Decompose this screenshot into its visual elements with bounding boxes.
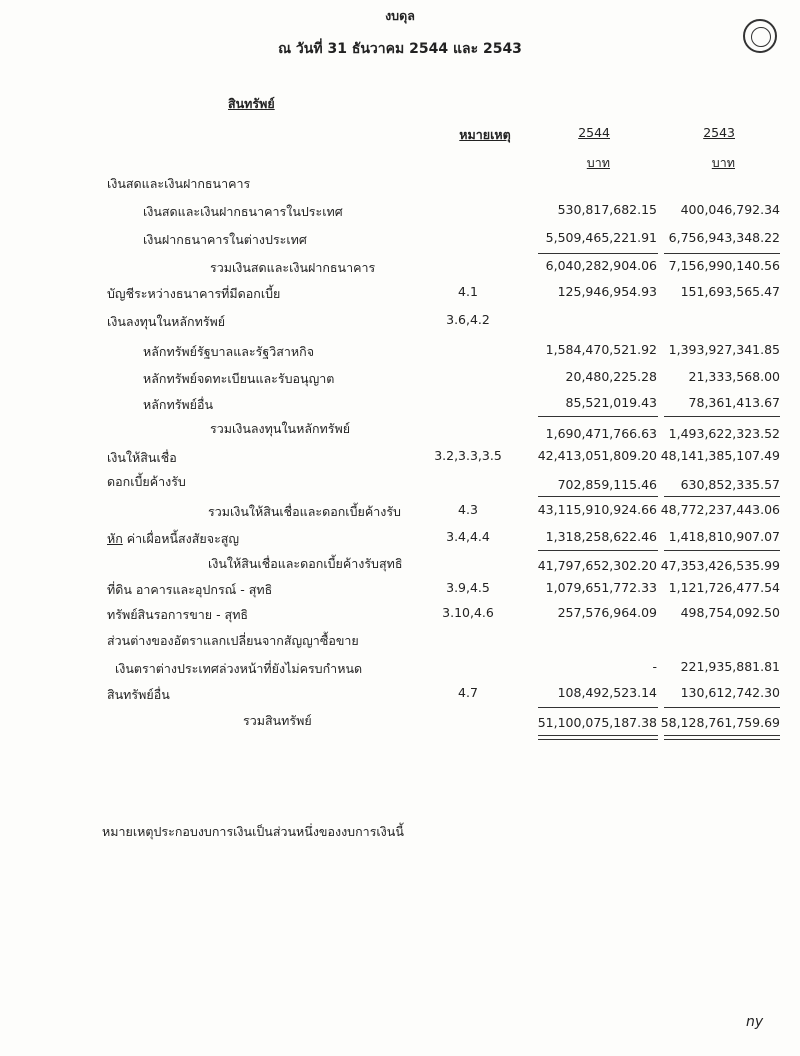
row-label: ส่วนต่างของอัตราแลกเปลี่ยนจากสัญญาซื้อขาย bbox=[107, 633, 359, 648]
value-2544: 257,576,964.09 bbox=[557, 605, 657, 620]
row-label: หลักทรัพย์อื่น bbox=[143, 397, 214, 412]
less-prefix: หัก bbox=[107, 531, 123, 546]
subtotal-rule bbox=[538, 550, 658, 551]
value-2543: 221,935,881.81 bbox=[680, 659, 780, 674]
total-double-rule bbox=[538, 735, 658, 740]
table-row bbox=[0, 605, 800, 625]
value-2544: 125,946,954.93 bbox=[557, 284, 657, 299]
value-2543: 130,612,742.30 bbox=[680, 685, 780, 700]
table-row bbox=[0, 659, 800, 679]
value-2543: 1,493,622,323.52 bbox=[668, 426, 780, 441]
row-label: เงินลงทุนในหลักทรัพย์ bbox=[107, 314, 226, 329]
table-row-values bbox=[0, 426, 800, 446]
row-label: หลักทรัพย์รัฐบาลและรัฐวิสาหกิจ bbox=[143, 344, 315, 359]
table-row bbox=[0, 312, 800, 332]
note-ref: 3.2,3.3,3.5 bbox=[434, 448, 502, 463]
value-2544: - bbox=[652, 659, 657, 674]
table-row bbox=[0, 448, 800, 468]
row-label: ที่ดิน อาคารและอุปกรณ์ - สุทธิ bbox=[107, 582, 273, 597]
note-ref: 3.4,4.4 bbox=[446, 529, 490, 544]
row-label: เงินสดและเงินฝากธนาคารในประเทศ bbox=[143, 204, 343, 219]
table-row bbox=[0, 342, 800, 362]
row-label: เงินให้สินเชื่อ bbox=[107, 450, 177, 465]
subtotal-rule bbox=[538, 707, 658, 708]
row-label: เงินฝากธนาคารในต่างประเทศ bbox=[143, 232, 307, 247]
table-row bbox=[0, 230, 800, 250]
section-heading-assets: สินทรัพย์ bbox=[228, 96, 275, 111]
value-2544: 85,521,019.43 bbox=[565, 395, 657, 410]
col-2544-unit: บาท bbox=[586, 155, 610, 170]
note-ref: 3.10,4.6 bbox=[442, 605, 494, 620]
row-label: รวมเงินให้สินเชื่อและดอกเบี้ยค้างรับ bbox=[208, 504, 401, 519]
value-2543: 1,121,726,477.54 bbox=[668, 580, 780, 595]
subtotal-rule bbox=[664, 707, 780, 708]
subtotal-rule bbox=[538, 496, 658, 497]
value-2543: 1,418,810,907.07 bbox=[668, 529, 780, 544]
col-note-header: หมายเหตุ bbox=[459, 127, 511, 142]
note-ref: 3.6,4.2 bbox=[446, 312, 490, 327]
subtotal-rule bbox=[664, 550, 780, 551]
row-label-text: ค่าเผื่อหนี้สงสัยจะสูญ bbox=[122, 531, 240, 546]
subtotal-rule bbox=[664, 416, 780, 417]
note-ref: 3.9,4.5 bbox=[446, 580, 490, 595]
row-label: เงินสดและเงินฝากธนาคาร bbox=[107, 176, 251, 191]
table-row-values bbox=[0, 558, 800, 578]
row-label: เงินให้สินเชื่อและดอกเบี้ยค้างรับสุทธิ bbox=[208, 556, 403, 571]
value-2544: 1,584,470,521.92 bbox=[545, 342, 657, 357]
total-double-rule bbox=[664, 735, 780, 740]
table-row bbox=[0, 202, 800, 222]
value-2544: 702,859,115.46 bbox=[557, 477, 657, 492]
row-label: รวมสินทรัพย์ bbox=[243, 713, 312, 728]
value-2544: 530,817,682.15 bbox=[557, 202, 657, 217]
value-2544: 108,492,523.14 bbox=[557, 685, 657, 700]
value-2544: 42,413,051,809.20 bbox=[537, 448, 657, 463]
note-ref: 4.1 bbox=[458, 284, 478, 299]
statement-date: ณ วันที่ 31 ธันวาคม 2544 และ 2543 bbox=[278, 41, 522, 57]
row-label: หลักทรัพย์จดทะเบียนและรับอนุญาต bbox=[143, 371, 335, 386]
table-row bbox=[0, 258, 800, 278]
value-2544: 41,797,652,302.20 bbox=[537, 558, 657, 573]
value-2543: 151,693,565.47 bbox=[680, 284, 780, 299]
table-row bbox=[0, 529, 800, 549]
col-2543-unit: บาท bbox=[711, 155, 735, 170]
subtotal-rule bbox=[664, 496, 780, 497]
footer-note: หมายเหตุประกอบงบการเงินเป็นส่วนหนึ่งของงบการเงินนี้ bbox=[102, 824, 404, 839]
row-label: ดอกเบี้ยค้างรับ bbox=[107, 474, 186, 489]
note-ref: 4.7 bbox=[458, 685, 478, 700]
value-2543: 400,046,792.34 bbox=[680, 202, 780, 217]
col-2543-header: 2543 bbox=[703, 125, 735, 140]
value-2543: 1,393,927,341.85 bbox=[668, 342, 780, 357]
value-2543: 48,141,385,107.49 bbox=[660, 448, 780, 463]
row-label: รวมเงินสดและเงินฝากธนาคาร bbox=[210, 260, 376, 275]
table-row-total-values bbox=[0, 715, 800, 735]
col-2544-header: 2544 bbox=[578, 125, 610, 140]
value-2544: 51,100,075,187.38 bbox=[537, 715, 657, 730]
table-row bbox=[0, 284, 800, 304]
row-label: เงินตราต่างประเทศล่วงหน้าที่ยังไม่ครบกำหนด bbox=[115, 661, 363, 676]
value-2544: 1,079,651,772.33 bbox=[545, 580, 657, 595]
row-label: ทรัพย์สินรอการขาย - สุทธิ bbox=[107, 607, 249, 622]
row-label: สินทรัพย์อื่น bbox=[107, 687, 170, 702]
subtotal-rule bbox=[664, 253, 780, 254]
table-row bbox=[0, 685, 800, 705]
value-2543: 21,333,568.00 bbox=[688, 369, 780, 384]
table-row bbox=[0, 631, 800, 651]
subtotal-rule bbox=[538, 416, 658, 417]
value-2543: 6,756,943,348.22 bbox=[668, 230, 780, 245]
value-2543: 498,754,092.50 bbox=[680, 605, 780, 620]
table-row bbox=[0, 580, 800, 600]
value-2543: 58,128,761,759.69 bbox=[660, 715, 780, 730]
table-row bbox=[0, 502, 800, 522]
value-2544: 6,040,282,904.06 bbox=[545, 258, 657, 273]
value-2544: 20,480,225.28 bbox=[565, 369, 657, 384]
value-2543: 7,156,990,140.56 bbox=[668, 258, 780, 273]
table-row-values bbox=[0, 477, 800, 497]
value-2543: 630,852,335.57 bbox=[680, 477, 780, 492]
table-row bbox=[0, 174, 800, 194]
value-2544: 1,318,258,622.46 bbox=[545, 529, 657, 544]
value-2543: 48,772,237,443.06 bbox=[660, 502, 780, 517]
table-row bbox=[0, 369, 800, 389]
statement-title: งบดุล bbox=[385, 8, 415, 23]
value-2543: 78,361,413.67 bbox=[688, 395, 780, 410]
value-2544: 5,509,465,221.91 bbox=[545, 230, 657, 245]
bank-seal-icon bbox=[743, 19, 777, 53]
row-label: บัญชีระหว่างธนาคารที่มีดอกเบี้ย bbox=[107, 286, 281, 301]
table-row bbox=[0, 395, 800, 415]
value-2544: 1,690,471,766.63 bbox=[545, 426, 657, 441]
value-2544: 43,115,910,924.66 bbox=[537, 502, 657, 517]
row-label: รวมเงินลงทุนในหลักทรัพย์ bbox=[210, 421, 351, 436]
row-label bbox=[107, 529, 239, 549]
signature-initials: ny bbox=[746, 1014, 764, 1030]
value-2543: 47,353,426,535.99 bbox=[660, 558, 780, 573]
note-ref: 4.3 bbox=[458, 502, 478, 517]
subtotal-rule bbox=[538, 253, 658, 254]
